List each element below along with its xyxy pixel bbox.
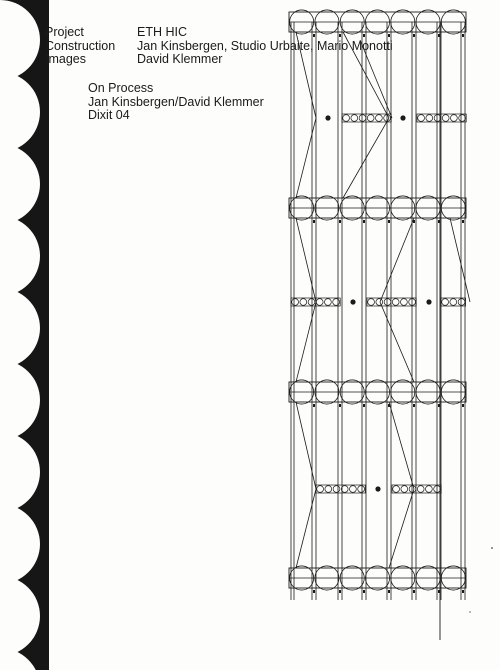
band-tick (438, 220, 440, 223)
small-circle (442, 299, 449, 306)
band-tick (462, 34, 464, 37)
diagonal-cable (380, 302, 414, 382)
small-circle (459, 115, 466, 122)
credit-value: ETH HIC (137, 25, 187, 39)
diagonal-cable (389, 402, 414, 489)
credit-label: Construction (45, 38, 116, 53)
credit-row-images (45, 53, 393, 67)
small-circle (316, 299, 323, 306)
small-circle (426, 115, 433, 122)
small-circle (384, 299, 391, 306)
band-tick (363, 220, 365, 223)
small-circle (333, 299, 340, 306)
small-circle-beam (441, 298, 466, 306)
credit-value: David Klemmer (137, 52, 223, 66)
joint-dot (350, 299, 355, 304)
small-circle (325, 486, 332, 493)
band-tick (438, 590, 440, 593)
band-tick (339, 590, 341, 593)
diagonal-cable (296, 302, 316, 382)
band-tick (313, 404, 315, 407)
small-circle (367, 115, 374, 122)
small-circle (343, 115, 350, 122)
small-circle (351, 115, 358, 122)
joint-dot (375, 486, 380, 491)
band-tick (413, 34, 415, 37)
small-circle (300, 299, 307, 306)
small-circle (401, 299, 408, 306)
publication-series: Dixit 04 (88, 108, 130, 123)
band-tick (438, 34, 440, 37)
diagonal-cable (296, 218, 316, 302)
small-circle (458, 299, 465, 306)
band-tick (313, 220, 315, 223)
band-tick (313, 590, 315, 593)
band-tick (363, 404, 365, 407)
credit-label: Images (45, 52, 86, 66)
small-circle (392, 299, 399, 306)
small-circle (350, 486, 357, 493)
diagonal-cable (296, 489, 316, 568)
small-circle (442, 115, 449, 122)
publication-title: On Process (88, 81, 154, 95)
diagonal-cable (450, 218, 470, 302)
small-circle (376, 115, 383, 122)
small-circle (417, 486, 424, 493)
credits-block (45, 26, 393, 67)
joint-dot (400, 115, 405, 120)
band-tick (339, 404, 341, 407)
diagonal-cable (380, 218, 414, 302)
band-tick (388, 220, 390, 223)
small-circle (450, 299, 457, 306)
publication-authors: Jan Kinsbergen/David Klemmer (88, 94, 264, 109)
band-tick (462, 404, 464, 407)
small-circle (401, 486, 408, 493)
publication-info (88, 82, 264, 123)
small-circle (376, 299, 383, 306)
small-circle (409, 486, 416, 493)
band-tick (388, 590, 390, 593)
diagonal-cable (296, 118, 316, 198)
small-circle (325, 299, 332, 306)
small-circle (368, 299, 375, 306)
credit-label: Project (45, 25, 84, 39)
band-tick (339, 220, 341, 223)
band-tick (462, 220, 464, 223)
small-circle (317, 486, 324, 493)
band-tick (413, 590, 415, 593)
speck (491, 547, 493, 549)
small-circle (426, 486, 433, 493)
small-circle (451, 115, 458, 122)
small-circle (358, 486, 365, 493)
small-circle (393, 486, 400, 493)
small-circle (308, 299, 315, 306)
small-circle (292, 299, 299, 306)
band-tick (363, 590, 365, 593)
band-tick (438, 404, 440, 407)
band-tick (413, 404, 415, 407)
small-circle (359, 115, 366, 122)
credit-value: Jan Kinsbergen, Studio Urbaite, Mario Monotti (137, 38, 393, 53)
joint-dot (325, 115, 330, 120)
small-circle (418, 115, 425, 122)
diagonal-cable (389, 489, 414, 568)
joint-dot (426, 299, 431, 304)
credit-row-construction (45, 40, 393, 54)
band-tick (462, 590, 464, 593)
small-circle (333, 486, 340, 493)
credit-row-project (45, 26, 393, 40)
diagonal-cable (296, 402, 316, 489)
speck (469, 611, 470, 612)
